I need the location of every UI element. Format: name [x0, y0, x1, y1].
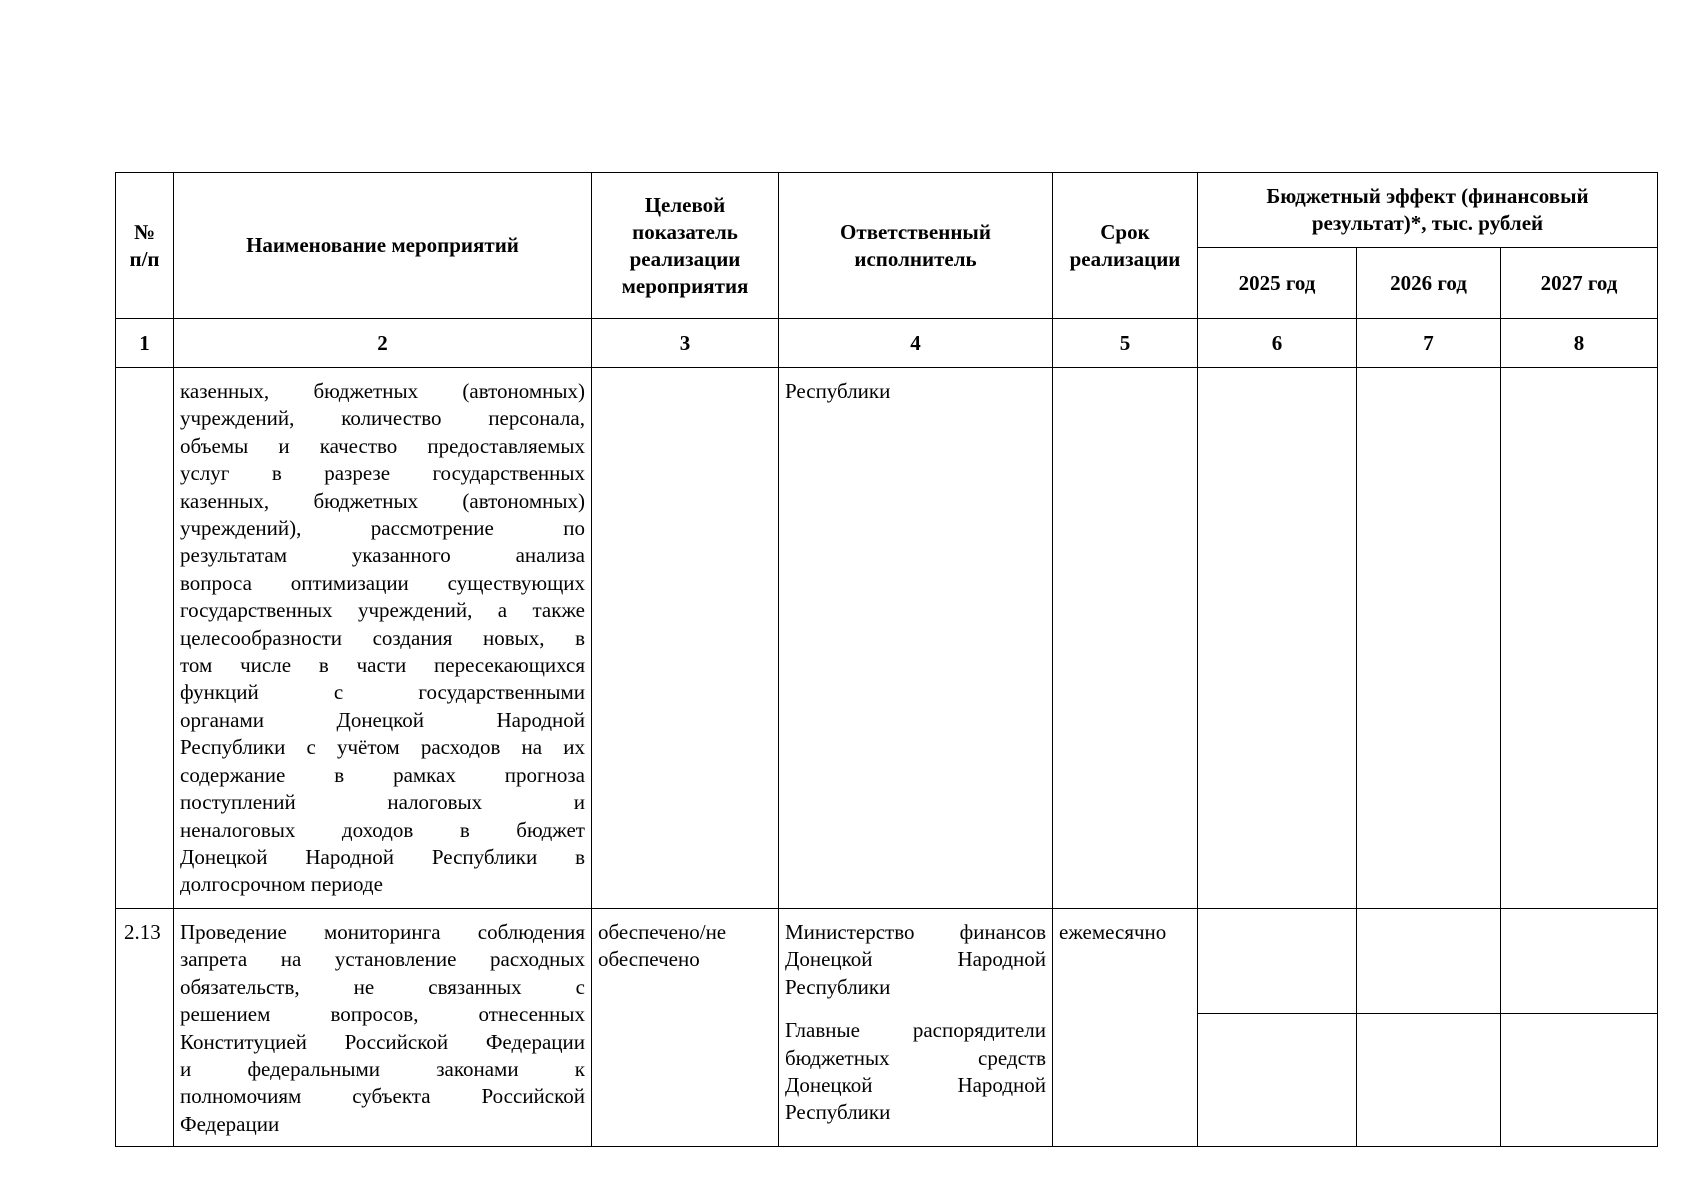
text-line: Донецкой Народной Республики в — [180, 844, 585, 869]
text-line: учреждений, количество персонала, — [180, 406, 585, 431]
text-line: Министерство финансов — [785, 920, 1046, 944]
text-line: том числе в части пересекающихся — [180, 653, 585, 678]
text-line: результатам указанного анализа — [180, 543, 585, 568]
text-line: содержание в рамках прогноза — [180, 762, 585, 787]
text-line: функций с государственными — [180, 680, 585, 705]
column-number: 6 — [1198, 319, 1357, 368]
row-effect-2025 — [1198, 1013, 1357, 1147]
text-line: Главные распорядители — [785, 1018, 1046, 1043]
row-num: 2.13 — [116, 909, 174, 1147]
text-line: бюджетных средств — [785, 1045, 1046, 1070]
header-name: Наименование мероприятий — [174, 173, 592, 319]
header-year-2025: 2025 год — [1198, 248, 1357, 319]
row-effect-2026 — [1357, 909, 1501, 1014]
row-effect-2025 — [1198, 909, 1357, 1014]
text-line: Проведение мониторинга соблюдения — [180, 920, 585, 944]
row-num — [116, 368, 174, 909]
responsible-ministry — [779, 909, 1052, 1001]
text-line: Донецкой Народной — [785, 1073, 1046, 1098]
text-line: долгосрочном периоде — [180, 872, 383, 897]
header-term: Срок реализации — [1053, 173, 1198, 319]
text-line: и федеральными законами к — [180, 1057, 585, 1082]
row-name — [174, 368, 592, 909]
table-row — [116, 909, 1658, 1014]
column-number: 8 — [1501, 319, 1658, 368]
column-number: 3 — [592, 319, 779, 368]
text-line: казенных, бюджетных (автономных) — [180, 379, 585, 403]
text-line: Конституцией Российской Федерации — [180, 1029, 585, 1054]
column-number: 7 — [1357, 319, 1501, 368]
row-effect-2026 — [1357, 1013, 1501, 1147]
responsible-budget-managers — [779, 1017, 1052, 1135]
row-target — [592, 909, 779, 1147]
row-effect-2027 — [1501, 909, 1658, 1014]
text-line: поступлений налоговых и — [180, 790, 585, 815]
text-line: органами Донецкой Народной — [180, 707, 585, 732]
text-line: обязательств, не связанных с — [180, 974, 585, 999]
table-row — [116, 368, 1658, 909]
header-year-2026: 2026 год — [1357, 248, 1501, 319]
row-effect-2025 — [1198, 368, 1357, 909]
text-line: решением вопросов, отнесенных — [180, 1002, 585, 1027]
text-line: запрета на установление расходных — [180, 947, 585, 972]
header-target: Целевой показатель реализации мероприятия — [592, 173, 779, 319]
text-line: учреждений), рассмотрение по — [180, 516, 585, 541]
text-line: услуг в разрезе государственных — [180, 461, 585, 486]
text-line: неналоговых доходов в бюджет — [180, 817, 585, 842]
row-responsible — [779, 909, 1053, 1147]
text-line: Республики с учётом расходов на их — [180, 735, 585, 760]
row-term: ежемесячно — [1053, 909, 1198, 1147]
text-line: обеспечено/не — [598, 920, 727, 944]
row-term — [1053, 368, 1198, 909]
measures-table — [115, 172, 1658, 1147]
text-line: Донецкой Народной — [785, 947, 1046, 972]
row-target-text — [592, 909, 778, 982]
text-line: целесообразности создания новых, в — [180, 625, 585, 650]
row-effect-2027 — [1501, 368, 1658, 909]
row-effect-2027 — [1501, 1013, 1658, 1147]
text-line: обеспечено — [598, 947, 700, 972]
row-name-text — [174, 368, 591, 907]
text-line: казенных, бюджетных (автономных) — [180, 488, 585, 513]
column-number: 1 — [116, 319, 174, 368]
row-name-text — [174, 909, 591, 1146]
header-num: № п/п — [116, 173, 174, 319]
row-responsible: Республики — [779, 368, 1053, 909]
column-number: 4 — [779, 319, 1053, 368]
column-number: 5 — [1053, 319, 1198, 368]
row-target — [592, 368, 779, 909]
text-line: объемы и качество предоставляемых — [180, 433, 585, 458]
row-effect-2026 — [1357, 368, 1501, 909]
text-line: Республики — [785, 1100, 891, 1125]
column-number: 2 — [174, 319, 592, 368]
text-line: полномочиям субъекта Российской — [180, 1084, 585, 1109]
header-year-2027: 2027 год — [1501, 248, 1658, 319]
header-responsible: Ответственный исполнитель — [779, 173, 1053, 319]
text-line: Республики — [785, 974, 891, 999]
text-line: государственных учреждений, а также — [180, 598, 585, 623]
text-line: Федерации — [180, 1111, 280, 1136]
header-budget-effect: Бюджетный эффект (финансовый результат)*, тыс. рублей — [1198, 173, 1658, 248]
row-name — [174, 909, 592, 1147]
text-line: вопроса оптимизации существующих — [180, 570, 585, 595]
